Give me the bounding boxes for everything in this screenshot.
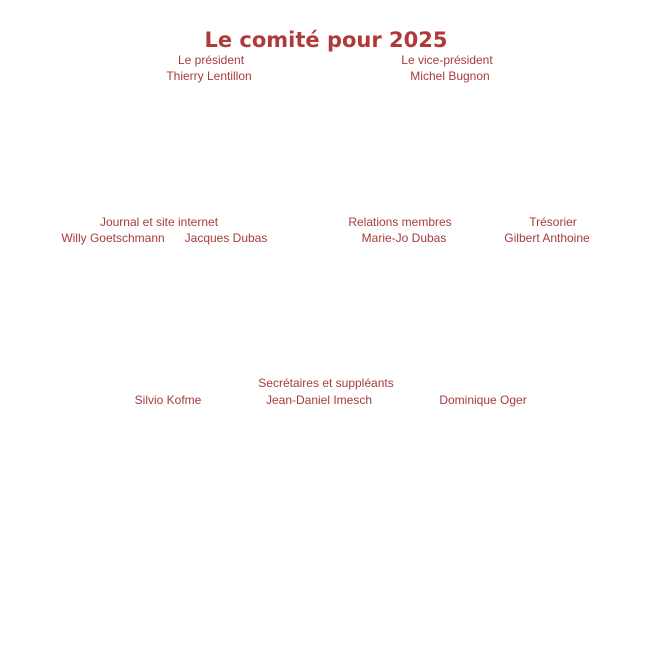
vice-president-name: Michel Bugnon — [410, 69, 490, 83]
vice-president-role: Le vice-président — [401, 53, 493, 67]
tresorier-role: Trésorier — [529, 215, 577, 229]
journal-name-1: Willy Goetschmann — [61, 231, 165, 245]
tresorier-name: Gilbert Anthoine — [504, 231, 590, 245]
journal-name-2: Jacques Dubas — [184, 231, 268, 245]
secretaires-role: Secrétaires et suppléants — [258, 376, 394, 390]
relations-role: Relations membres — [348, 215, 452, 229]
page-title: Le comité pour 2025 — [204, 28, 448, 52]
president-name: Thierry Lentillon — [166, 69, 252, 83]
secretaire-name-2: Jean-Daniel Imesch — [265, 393, 373, 407]
secretaire-name-3: Dominique Oger — [439, 393, 527, 407]
secretaire-name-1: Silvio Kofme — [134, 393, 202, 407]
president-role: Le président — [177, 53, 245, 67]
relations-name: Marie-Jo Dubas — [361, 231, 447, 245]
journal-role: Journal et site internet — [99, 215, 219, 229]
